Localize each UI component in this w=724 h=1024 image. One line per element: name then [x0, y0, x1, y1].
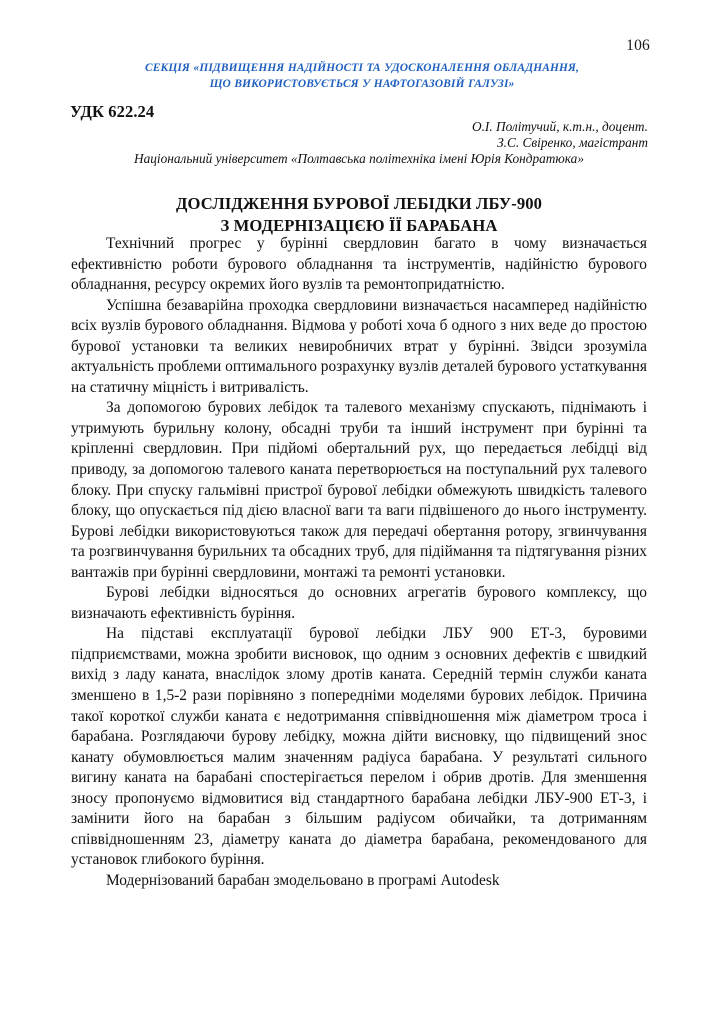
body-paragraph: Технічний прогрес у бурінні свердловин багато в чому визначається ефективністю роботи бурового обладнання та інструментів, надійністю бурового обладнання, ресурсу окремих його вузлів та ремонтопридатністю. [71, 235, 647, 294]
section-header-line-2: ЩО ВИКОРИСТОВУЄТЬСЯ У НАФТОГАЗОВІЙ ГАЛУЗІ» [209, 78, 515, 91]
body-paragraph: Модернізований барабан змодельовано в програмі Autodesk [106, 871, 500, 889]
author-block [70, 119, 648, 168]
body-paragraph: На підставі експлуатації бурової лебідки ЛБУ 900 ЕТ-3, буровими підприємствами, можна зробити висновок, що одним з основних дефектів є швидкий вихід з ладу каната, внаслідок злому дротів каната. Середній термін служби каната зменшено в 1,5-2 рази порівняно з попередніми моделями бурових лебідок. Причина такої короткої служби каната є недотримання співвідношення між діаметром троса і барабана. Розглядаючи бурову лебідку, можна дійти висновку, що підвищений знос канату обумовлюється малим значенням радіуса барабана. У результаті сильного вигину каната на барабані спостерігається перелом і обрив дротів. Для зменшення зносу пропонуємо відмовитися від стандартного барабана лебідки ЛБУ-900 ЕТ-3, і замінити його на барабан з більшим радіусом обичайки, та дотриманням співвідношенням 23, діаметру каната до діаметра барабана, рекомендованого для установок глибокого буріння. [71, 625, 647, 869]
author-primary: О.І. Політучий, к.т.н., доцент. [471, 119, 648, 134]
page-title [70, 193, 648, 236]
author-affiliation: Національний університет «Полтавська політехніка імені Юрія Кондратюка» [134, 151, 584, 167]
section-header-line-1: СЕКЦІЯ «ПІДВИЩЕННЯ НАДІЙНОСТІ ТА УДОСКОНАЛЕННЯ ОБЛАДНАННЯ, [145, 62, 579, 74]
author-secondary: З.С. Свіренко, магістрант [497, 135, 648, 151]
page-title-line-1: ДОСЛІДЖЕННЯ БУРОВОЇ ЛЕБІДКИ ЛБУ-900 [175, 194, 543, 214]
article-body [71, 234, 647, 892]
page-title-line-2: З МОДЕРНІЗАЦІЄЮ ЇЇ БАРАБАНА [220, 215, 498, 235]
udk-code: УДК 622.24 [70, 102, 155, 121]
body-paragraph: Бурові лебідки відносяться до основних агрегатів бурового комплексу, що визначають ефективність буріння. [71, 584, 647, 622]
body-paragraph: Успішна безаварійна проходка свердловини визначається насамперед надійністю всіх вузлів бурового обладнання. Відмова у роботі хоча б одного з них веде до простою бурової установки та великих невиробничих втрат у бурінні. Звідси зрозуміла актуальність проблеми оптимального розрахунку вузлів деталей бурового устаткування на статичну міцність і витривалість. [71, 296, 647, 396]
section-running-header [76, 60, 648, 93]
page-number: 106 [626, 37, 650, 54]
body-paragraph: За допомогою бурових лебідок та талевого механізму спускають, піднімають і утримують бурильну колону, обсадні труби та інший інструмент при бурінні та кріпленні свердловин. При підйомі обертальний рух, що передається лебідці від приводу, за допомогою талевого каната перетворюється на поступальний рух талевого блоку. При спуску гальмівні пристрої бурової лебідки обмежують швидкість талевого блоку, що опускається під дією власної ваги та ваги підвішеного до нього інструменту. Бурові лебідки використовуються також для передачі обертання ротору, згвинчування та розгвинчування бурильних та обсадних труб, для підіймання та підтягування різних вантажів при бурінні свердловини, монтажі та ремонті установки. [71, 399, 647, 581]
